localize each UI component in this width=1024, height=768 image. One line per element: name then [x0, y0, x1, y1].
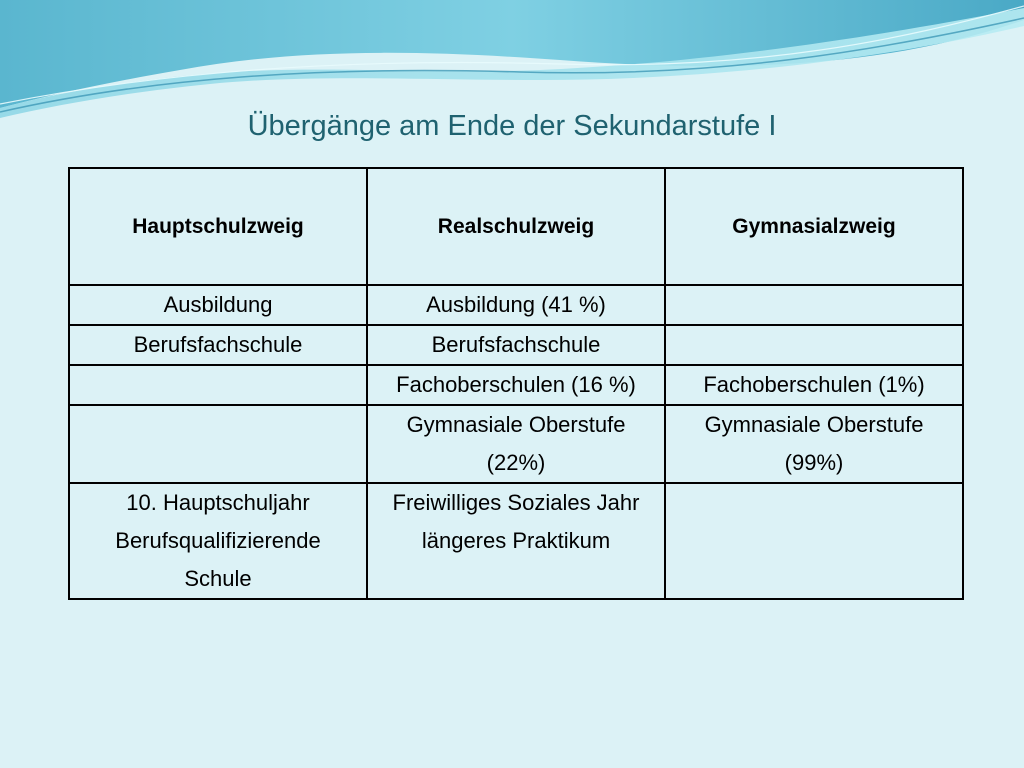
header-realschulzweig: Realschulzweig: [367, 168, 665, 285]
cell-text-line: Schule: [184, 566, 252, 591]
cell-text-line: Gymnasiale Oberstufe: [406, 412, 626, 437]
slide-title: Übergänge am Ende der Sekundarstufe I: [247, 110, 777, 142]
table-cell-realschulzweig: [367, 483, 665, 599]
cell-text-line: 10. Hauptschuljahr: [126, 490, 310, 515]
table-cell-gymnasialzweig: [665, 285, 963, 325]
cell-text-line: Gymnasiale Oberstufe: [704, 412, 924, 437]
cell-text-line: Berufsqualifizierende: [115, 528, 321, 553]
table-cell-hauptschulzweig: [69, 365, 367, 405]
cell-text-line: Fachoberschulen (16 %): [396, 372, 636, 397]
cell-text-line: Fachoberschulen (1%): [703, 372, 925, 397]
table-cell-realschulzweig: [367, 365, 665, 405]
table-cell-realschulzweig: [367, 405, 665, 483]
table-row: [69, 483, 963, 599]
table-row: [69, 405, 963, 483]
table-row: [69, 285, 963, 325]
table-cell-gymnasialzweig: [665, 365, 963, 405]
table-cell-hauptschulzweig: [69, 405, 367, 483]
cell-text-line: längeres Praktikum: [421, 528, 611, 553]
table-cell-hauptschulzweig: [69, 285, 367, 325]
table-cell-gymnasialzweig: [665, 325, 963, 365]
table-row: [69, 325, 963, 365]
cell-text-line: (99%): [784, 450, 844, 475]
table-header-row: [69, 168, 963, 285]
transition-table: [68, 167, 964, 600]
table-cell-realschulzweig: [367, 325, 665, 365]
header-hauptschulzweig: Hauptschulzweig: [69, 168, 367, 285]
table-row: [69, 365, 963, 405]
cell-text-line: Ausbildung: [163, 292, 273, 317]
transition-table-container: [68, 167, 962, 600]
cell-text-line: Freiwilliges Soziales Jahr: [392, 490, 640, 515]
table-cell-hauptschulzweig: [69, 325, 367, 365]
cell-text-line: Ausbildung (41 %): [426, 292, 606, 317]
table-cell-realschulzweig: [367, 285, 665, 325]
header-gymnasialzweig: Gymnasialzweig: [665, 168, 963, 285]
table-cell-gymnasialzweig: [665, 483, 963, 599]
table-cell-gymnasialzweig: [665, 405, 963, 483]
table-cell-hauptschulzweig: [69, 483, 367, 599]
cell-text-line: Berufsfachschule: [431, 332, 601, 357]
cell-text-line: (22%): [486, 450, 546, 475]
cell-text-line: Berufsfachschule: [133, 332, 303, 357]
